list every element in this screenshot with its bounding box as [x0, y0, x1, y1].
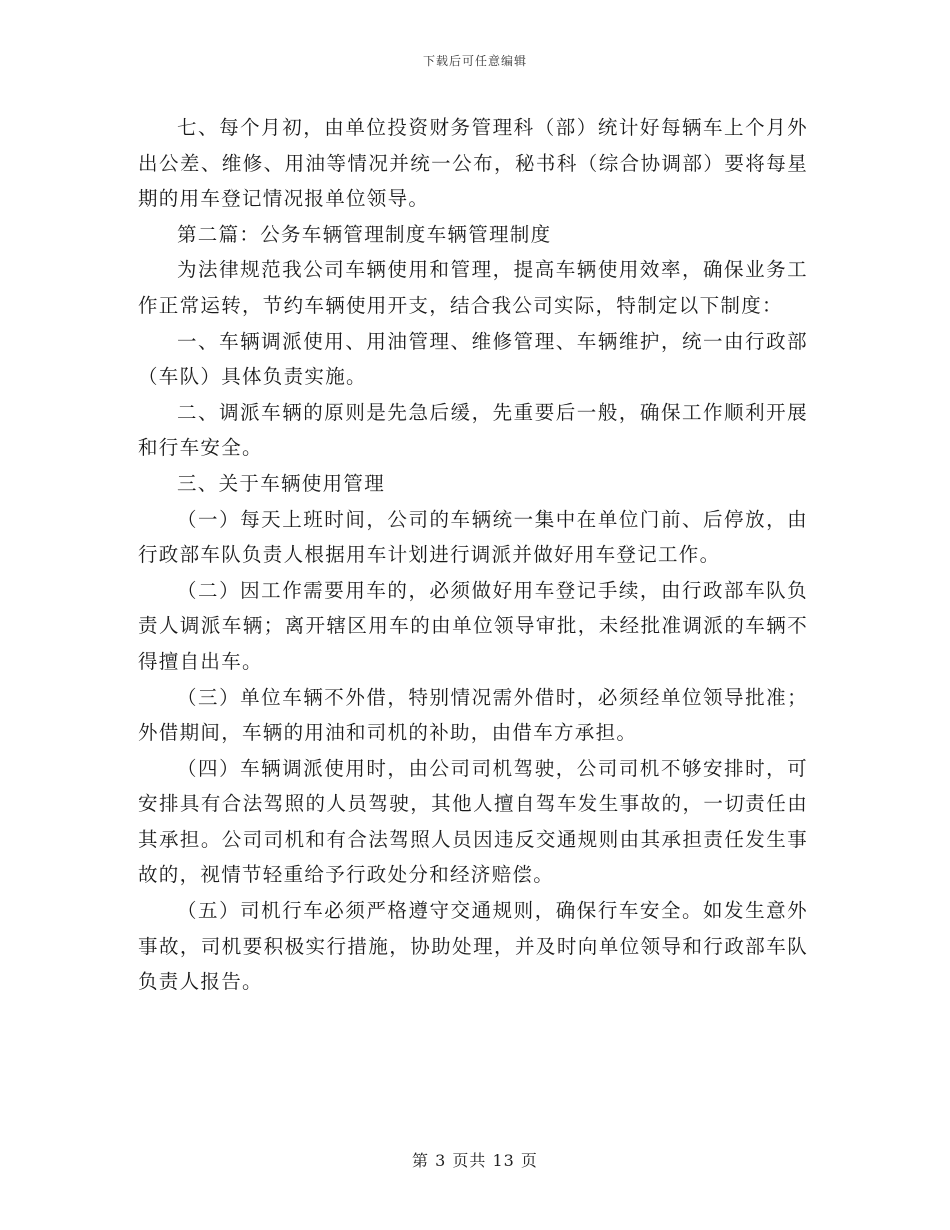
paragraph-clause-1: 一、车辆调派使用、用油管理、维修管理、车辆维护，统一由行政部（车队）具体负责实施。	[138, 329, 808, 389]
subheading-clause-3: 三、关于车辆使用管理	[177, 471, 386, 495]
paragraph-subclause-2: （二）因工作需要用车的，必须做好用车登记手续，由行政部车队负责人调派车辆；离开辖区用车的由单位领导审批，未经批准调派的车辆不得擅自出车。	[138, 578, 808, 673]
page-header-note: 下载后可任意编辑	[422, 54, 527, 68]
paragraph-clause-2: 二、调派车辆的原则是先急后缓，先重要后一般，确保工作顺利开展和行车安全。	[138, 400, 808, 460]
paragraph-subclause-3: （三）单位车辆不外借，特别情况需外借时，必须经单位领导批准；外借期间，车辆的用油和司机的补助，由借车方承担。	[138, 685, 808, 745]
section-heading-part-two: 第二篇：公务车辆管理制度车辆管理制度	[177, 222, 552, 246]
paragraph-subclause-4: （四）车辆调派使用时，由公司司机驾驶，公司司机不够安排时，可安排具有合法驾照的人员驾驶，其他人擅自驾车发生事故的，一切责任由其承担。公司司机和有合法驾照人员因违反交通规则由其承担责任发生事故的，视情节轻重给予行政处分和经济赔偿。	[138, 756, 808, 887]
paragraph-subclause-5: （五）司机行车必须严格遵守交通规则，确保行车安全。如发生意外事故，司机要积极实行措施，协助处理，并及时向单位领导和行政部车队负责人报告。	[138, 899, 808, 994]
paragraph-preamble: 为法律规范我公司车辆使用和管理，提高车辆使用效率，确保业务工作正常运转，节约车辆使用开支，结合我公司实际，特制定以下制度：	[138, 258, 808, 317]
paragraph-item-7: 七、每个月初，由单位投资财务管理科（部）统计好每辆车上个月外出公差、维修、用油等情况并统一公布，秘书科（综合协调部）要将每星期的用车登记情况报单位领导。	[138, 116, 808, 211]
page-number: 第 3 页共 13 页	[412, 1151, 538, 1170]
document-body	[138, 110, 808, 1000]
paragraph-subclause-1: （一）每天上班时间，公司的车辆统一集中在单位门前、后停放，由行政部车队负责人根据用车计划进行调派并做好用车登记工作。	[138, 507, 808, 567]
